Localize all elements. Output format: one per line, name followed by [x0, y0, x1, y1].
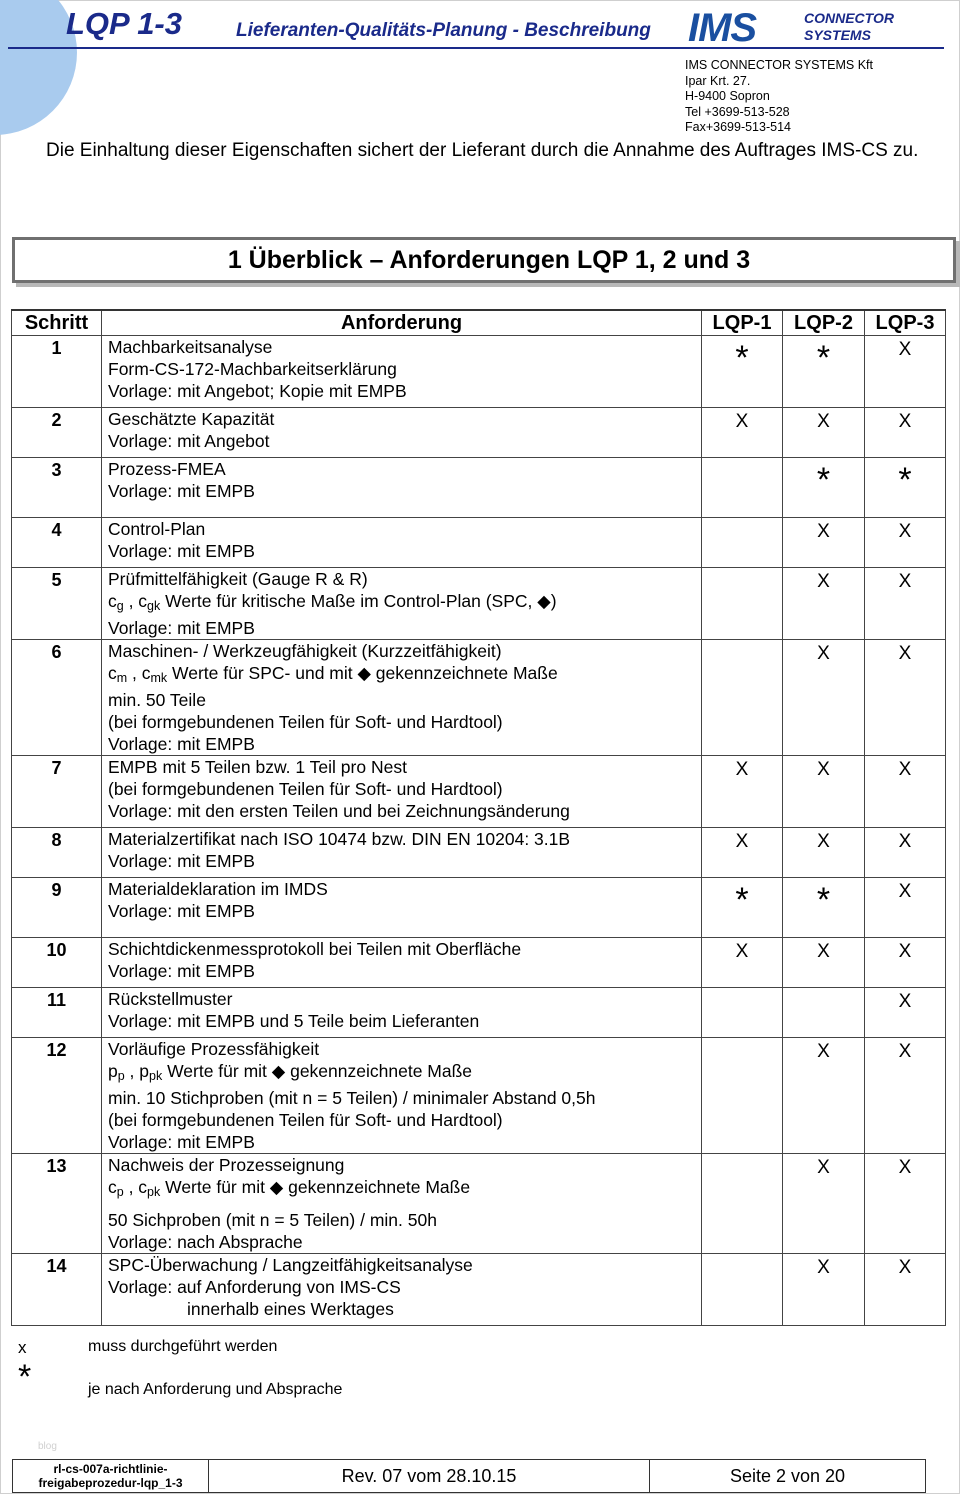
lqp1-mark [702, 1254, 783, 1326]
logo-text: CONNECTOR SYSTEMS [804, 10, 894, 43]
table-row [12, 756, 946, 828]
lqp1-mark [702, 938, 783, 988]
table-row [12, 1254, 946, 1326]
col-header-lqp3: LQP-3 [865, 310, 946, 336]
requirement-text [102, 458, 702, 518]
requirement-line: (bei formgebundenen Teilen für Soft- und Hardtool) [108, 712, 503, 732]
index-subscript: p [117, 1069, 125, 1083]
index-subscript: pk [147, 1185, 161, 1199]
step-number: 1 [12, 336, 102, 408]
requirement-text [102, 988, 702, 1038]
requirement-text [102, 878, 702, 938]
step-number: 14 [12, 1254, 102, 1326]
footer-revision: Rev. 07 vom 28.10.15 [209, 1460, 650, 1492]
index-subscript: p [116, 1185, 124, 1199]
requirement-text [102, 1154, 702, 1254]
section-heading: 1 Überblick – Anforderungen LQP 1, 2 und 3 [227, 245, 751, 274]
table-row [12, 408, 946, 458]
table-row [12, 568, 946, 640]
footer-filename-line2: freigabeprozedur-lqp_1-3 [38, 1476, 183, 1490]
requirement-line: Control-Plan [108, 519, 206, 539]
lqp3-mark [865, 756, 946, 828]
requirement-text [102, 336, 702, 408]
requirement-line: SPC-Überwachung / Langzeitfähigkeitsanalyse [108, 1255, 473, 1275]
requirement-line: Prüfmittelfähigkeit (Gauge R & R) [108, 569, 368, 589]
requirement-text [102, 640, 702, 756]
x-mark: X [817, 1157, 830, 1178]
logo-mark: IMS [688, 6, 757, 50]
requirement-line: Geschätzte Kapazität [108, 409, 275, 429]
requirement-line: Vorlage: mit EMPB [108, 734, 255, 754]
x-mark: X [898, 831, 912, 852]
requirement-line: Vorlage: mit EMPB [108, 1132, 255, 1152]
star-mark: * [735, 339, 749, 377]
x-mark: X [817, 643, 830, 664]
requirement-line: Form-CS-172-Machbarkeitserklärung [108, 359, 397, 379]
requirement-line: Vorlage: mit Angebot [108, 431, 270, 451]
x-mark: X [898, 411, 912, 432]
requirement-line: Vorlage: mit EMPB [108, 618, 255, 638]
step-number: 8 [12, 828, 102, 878]
requirement-line: Vorlage: auf Anforderung von IMS-CS [108, 1277, 401, 1297]
lqp1-mark [702, 1154, 783, 1254]
step-number: 11 [12, 988, 102, 1038]
step-number: 5 [12, 568, 102, 640]
lqp1-mark [702, 640, 783, 756]
lqp1-mark [702, 336, 783, 408]
step-number: 13 [12, 1154, 102, 1254]
lqp1-mark [702, 828, 783, 878]
lqp1-mark [702, 988, 783, 1038]
x-mark: X [898, 1257, 912, 1278]
lqp3-mark [865, 568, 946, 640]
star-mark: * [735, 881, 749, 919]
intro-paragraph: Die Einhaltung dieser Eigenschaften sichert der Lieferant durch die Annahme des Auftrages IMS-CS zu. [46, 140, 919, 161]
lqp2-mark [783, 938, 865, 988]
step-number: 3 [12, 458, 102, 518]
lqp1-mark [702, 1038, 783, 1154]
x-mark: X [898, 1041, 912, 1062]
star-mark: * [816, 339, 831, 377]
x-mark: X [817, 411, 830, 432]
table-row [12, 1038, 946, 1154]
lqp3-mark [865, 408, 946, 458]
lqp1-mark [702, 756, 783, 828]
step-number: 4 [12, 518, 102, 568]
requirement-text [102, 1254, 702, 1326]
table-row [12, 518, 946, 568]
requirement-line: Vorlage: mit EMPB [108, 481, 255, 501]
lqp2-mark [783, 408, 865, 458]
x-mark: X [817, 1041, 830, 1062]
index-symbol: c [138, 591, 148, 611]
index-subscript: m [116, 671, 128, 685]
lqp1-mark [702, 408, 783, 458]
x-mark: X [735, 941, 749, 962]
requirement-line: Nachweis der Prozesseignung [108, 1155, 345, 1175]
legend-x-text: muss durchgeführt werden [88, 1338, 278, 1355]
lqp1-mark [702, 518, 783, 568]
requirement-line: 50 Sichproben (mit n = 5 Teilen) / min. 50h [108, 1210, 437, 1230]
requirement-line: Vorlage: mit den ersten Teilen und bei Zeichnungsänderung [108, 801, 570, 821]
table-row [12, 988, 946, 1038]
company-address [685, 58, 873, 136]
x-mark: X [898, 571, 912, 592]
footer [12, 1459, 926, 1493]
x-mark: X [898, 759, 912, 780]
lqp2-mark [783, 988, 865, 1038]
footer-filename [13, 1460, 209, 1492]
index-symbol: c [141, 663, 151, 683]
col-header-lqp1: LQP-1 [702, 310, 783, 336]
x-mark: X [898, 643, 912, 664]
table-row [12, 878, 946, 938]
footer-filename-line1: rl-cs-007a-richtlinie- [53, 1462, 168, 1476]
lqp2-mark [783, 1154, 865, 1254]
lqp3-mark [865, 458, 946, 518]
x-mark: X [735, 831, 749, 852]
capability-index-line: $c_p$ , $c_{pk}$ Werte für mit ◆ gekennzeichnete Maße [108, 1177, 471, 1199]
x-mark: X [898, 991, 912, 1012]
requirement-line: Materialzertifikat nach ISO 10474 bzw. DIN EN 10204: 3.1B [108, 829, 571, 849]
x-mark: X [898, 881, 912, 902]
lqp3-mark [865, 640, 946, 756]
lqp2-mark [783, 828, 865, 878]
requirement-line: Vorlage: mit EMPB [108, 901, 255, 921]
requirement-line: Vorlage: mit EMPB und 5 Teile beim Lieferanten [108, 1011, 480, 1031]
lqp3-mark [865, 988, 946, 1038]
index-symbol: c [108, 1177, 117, 1197]
index-symbol: p [139, 1061, 150, 1081]
company-logo [688, 8, 928, 52]
index-subscript: pk [149, 1069, 163, 1083]
col-header-lqp2: LQP-2 [783, 310, 865, 336]
company-line: Ipar Krt. 27. [685, 73, 751, 88]
requirement-line: Vorlage: mit Angebot; Kopie mit EMPB [108, 381, 407, 401]
requirement-line: Vorläufige Prozessfähigkeit [108, 1039, 320, 1059]
legend-star-text: je nach Anforderung und Absprache [88, 1381, 343, 1398]
index-symbol: c [108, 663, 117, 683]
requirement-line: Rückstellmuster [108, 989, 233, 1009]
index-subscript: gk [147, 599, 161, 613]
lqp1-mark [702, 458, 783, 518]
requirement-line: Vorlage: nach Absprache [108, 1232, 303, 1252]
requirement-line: (bei formgebundenen Teilen für Soft- und Hardtool) [108, 779, 503, 799]
step-number: 10 [12, 938, 102, 988]
table-row [12, 938, 946, 988]
lqp3-mark [865, 336, 946, 408]
x-mark: X [898, 521, 912, 542]
table-header-row [12, 310, 946, 336]
lqp3-mark [865, 1154, 946, 1254]
lqp2-mark [783, 568, 865, 640]
footer-page-number: Seite 2 von 20 [729, 1465, 846, 1486]
requirement-text [102, 568, 702, 640]
star-mark: * [816, 881, 831, 919]
table-row [12, 828, 946, 878]
lqp2-mark [783, 878, 865, 938]
requirements-table [11, 309, 946, 1326]
table-row [12, 640, 946, 756]
document-subtitle: Lieferanten-Qualitäts-Planung - Beschreibung [236, 20, 651, 41]
requirement-line: Maschinen- / Werkzeugfähigkeit (Kurzzeitfähigkeit) [108, 641, 502, 661]
section-heading-box [12, 237, 956, 283]
lqp1-mark [702, 878, 783, 938]
x-mark: X [817, 571, 830, 592]
star-mark: * [898, 461, 912, 499]
x-mark: X [735, 759, 749, 780]
table-row [12, 1154, 946, 1254]
lqp3-mark [865, 518, 946, 568]
requirement-text [102, 518, 702, 568]
x-mark: X [817, 831, 830, 852]
index-symbol: c [138, 1177, 148, 1197]
index-symbol: p [108, 1061, 118, 1081]
table-row [12, 458, 946, 518]
requirement-line: innerhalb eines Werktages [187, 1299, 394, 1319]
lqp3-mark [865, 1038, 946, 1154]
watermark: blog [38, 1441, 57, 1452]
requirement-line: Vorlage: mit EMPB [108, 961, 255, 981]
requirement-line: EMPB mit 5 Teilen bzw. 1 Teil pro Nest [108, 757, 407, 777]
capability-index-line: $c_m$ , $c_{mk}$ Werte für SPC- und mit ◆ gekennzeichnete Maße [108, 663, 558, 685]
document-title: LQP 1-3 [66, 6, 182, 41]
requirement-text [102, 1038, 702, 1154]
index-description: Werte für mit ◆ gekennzeichnete Maße [160, 1177, 471, 1197]
lqp3-mark [865, 878, 946, 938]
star-mark: * [816, 461, 831, 499]
lqp2-mark [783, 640, 865, 756]
lqp2-mark [783, 458, 865, 518]
x-mark: X [735, 411, 749, 432]
table-row [12, 336, 946, 408]
index-description: Werte für mit ◆ gekennzeichnete Maße [162, 1061, 473, 1081]
col-header-requirement: Anforderung [102, 310, 702, 336]
x-mark: X [898, 941, 912, 962]
index-description: Werte für SPC- und mit ◆ gekennzeichnete Maße [167, 663, 558, 683]
lqp2-mark [783, 336, 865, 408]
col-header-step: Schritt [12, 310, 102, 336]
step-number: 6 [12, 640, 102, 756]
capability-index-line: $p_p$ , $p_{pk}$ Werte für mit ◆ gekennzeichnete Maße [108, 1061, 473, 1083]
index-symbol: c [108, 591, 117, 611]
x-mark: X [817, 941, 830, 962]
x-mark: X [817, 1257, 830, 1278]
requirement-line: min. 50 Teile [108, 690, 206, 710]
lqp1-mark [702, 568, 783, 640]
lqp3-mark [865, 1254, 946, 1326]
lqp2-mark [783, 1254, 865, 1326]
company-line: Fax+3699-513-514 [685, 120, 791, 135]
requirement-line: Vorlage: mit EMPB [108, 541, 255, 561]
table-body [12, 336, 946, 1326]
requirement-text [102, 408, 702, 458]
requirement-line: Vorlage: mit EMPB [108, 851, 255, 871]
requirement-text [102, 756, 702, 828]
company-line: Tel +3699-513-528 [685, 104, 790, 119]
lqp3-mark [865, 938, 946, 988]
company-line: H-9400 Sopron [685, 89, 770, 104]
lqp2-mark [783, 1038, 865, 1154]
requirement-line: Materialdeklaration im IMDS [108, 879, 328, 899]
x-mark: X [817, 759, 830, 780]
requirement-line: min. 10 Stichproben (mit n = 5 Teilen) / minimaler Abstand 0,5h [108, 1088, 596, 1108]
step-number: 12 [12, 1038, 102, 1154]
requirement-text [102, 938, 702, 988]
index-subscript: mk [150, 671, 168, 685]
index-subscript: g [116, 599, 124, 613]
x-mark: X [817, 521, 830, 542]
legend-star-symbol: * [18, 1358, 32, 1396]
requirement-line: Schichtdickenmessprotokoll bei Teilen mit Oberfläche [108, 939, 522, 959]
requirement-line: Prozess-FMEA [108, 459, 226, 479]
x-mark: X [898, 1157, 912, 1178]
requirement-line: Machbarkeitsanalyse [108, 337, 273, 357]
legend-x-symbol: x [18, 1338, 27, 1357]
step-number: 7 [12, 756, 102, 828]
lqp2-mark [783, 518, 865, 568]
requirement-text [102, 828, 702, 878]
step-number: 2 [12, 408, 102, 458]
capability-index-line: $c_g$ , $c_{gk}$ Werte für kritische Maße im Control-Plan (SPC, ◆) [108, 591, 557, 613]
index-description: Werte für kritische Maße im Control-Plan (SPC, ◆) [160, 591, 557, 611]
step-number: 9 [12, 878, 102, 938]
company-line: IMS CONNECTOR SYSTEMS Kft [685, 58, 873, 72]
lqp2-mark [783, 756, 865, 828]
requirement-line: (bei formgebundenen Teilen für Soft- und Hardtool) [108, 1110, 503, 1130]
x-mark: X [898, 339, 912, 360]
lqp3-mark [865, 828, 946, 878]
